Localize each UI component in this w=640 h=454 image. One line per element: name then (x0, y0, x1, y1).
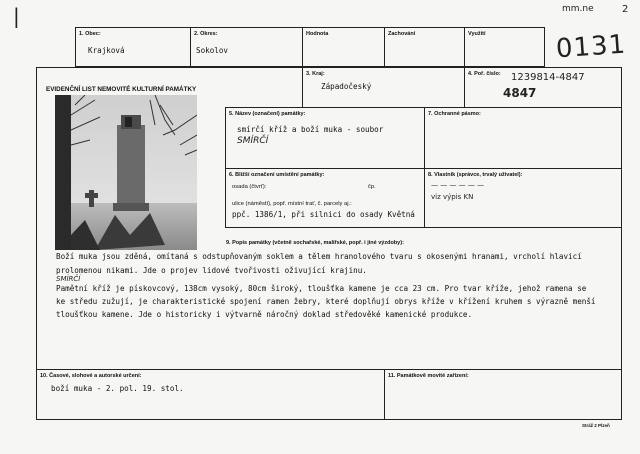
ulice-value: ppč. 1386/1, při silnici do osady Květná (232, 210, 415, 219)
obec-label: 1. Obec: (79, 31, 101, 37)
popis-line-2: prolomenou nikami. Jde o projev lidové tvořivosti oživující krajinu. (56, 266, 367, 275)
vyuziti-box (464, 27, 545, 67)
shrine-photo-image (55, 95, 197, 250)
kraj-value: Západočeský (321, 82, 372, 91)
por-cislo-handwritten-top: 1239814-4847 (511, 72, 585, 83)
ochranne-label: 7. Ochranné pásmo: (428, 111, 481, 117)
nazev-value: smírčí kříž a boží muka - soubor (237, 125, 384, 134)
printer-footer: Stráž 2 Plzeň (582, 423, 610, 428)
sheet-title: EVIDENČNÍ LIST NEMOVITÉ KULTURNÍ PAMÁTKY (46, 86, 197, 93)
record-number: 0131 (555, 29, 628, 65)
vlastnik-handwritten-2: viz výpis KN (431, 193, 474, 201)
osada-label: osada (čtvrť): (232, 184, 267, 190)
okres-value: Sokolov (196, 46, 229, 55)
popis-line-1: Boží muka jsou zděná, omítaná s odstupňovaným soklem a tělem hranolového tvaru s okosenými hranami, vrcholí hlavicí (56, 252, 582, 261)
corner-note-2: 2 (622, 4, 629, 15)
popis-handwritten: SMÍRČÍ (56, 275, 81, 283)
nazev-label: 5. Název (označení) památky: (229, 111, 306, 117)
popis-line-4: ke středu zužují, je charakteristické spojení ramen žebry, které doplňují obrys kříže v křížení kruhem s výrazně menší (56, 297, 596, 306)
casove-value: boží muka - 2. pol. 19. stol. (51, 384, 184, 393)
hodnota-label: Hodnota (306, 31, 329, 37)
kraj-box (302, 67, 465, 108)
hodnota-box (302, 27, 385, 67)
umisteni-box (225, 168, 425, 228)
okres-box (190, 27, 303, 67)
ochranne-box (424, 107, 622, 169)
vlastnik-box (424, 168, 622, 228)
zachovani-box (384, 27, 465, 67)
obec-box (75, 27, 191, 67)
obec-value: Krajková (88, 46, 125, 55)
margin-mark: | (13, 4, 20, 28)
popis-label: 9. Popis památky (včetně sochařské, malířské, popř. i jiné výzdoby): (226, 240, 404, 246)
corner-note: mm.ne (562, 4, 594, 14)
ulice-label: ulice (náměstí), popř. místní trať, č. parcely aj.: (232, 201, 352, 207)
vyuziti-label: Využití (468, 31, 486, 37)
vlastnik-label: 8. Vlastník (správce, trvalý uživatel): (428, 172, 523, 178)
por-cislo-box (464, 67, 622, 108)
popis-line-5: tloušťkou kamene. Jde o historicky i výtvarně náročný doklad středověké kamenické produkce. (56, 310, 473, 319)
por-cislo-handwritten: 4847 (503, 86, 537, 100)
monument-photo (55, 95, 197, 250)
zachovani-label: Zachování (388, 31, 416, 37)
casove-label: 10. Časové, slohové a autorské určení: (40, 373, 142, 379)
umisteni-label: 6. Bližší označení umístění památky: (229, 172, 325, 178)
vlastnik-handwritten-1: — — — — — — (431, 181, 485, 189)
casove-box (36, 369, 385, 420)
kraj-label: 3. Kraj: (306, 71, 325, 77)
popis-line-3: Pamětní kříž je pískovcový, 138cm vysoký, 80cm široký, tloušťka kamene je cca 23 cm. Pro tvar kříže, jehož ramena se (56, 284, 587, 293)
cp-label: čp. (368, 184, 376, 190)
movite-box (384, 369, 622, 420)
nazev-handwritten: SMÍRČÍ (237, 136, 269, 146)
movite-label: 11. Památkově movité zařízení: (388, 373, 469, 379)
okres-label: 2. Okres: (194, 31, 218, 37)
nazev-box (225, 107, 425, 169)
por-cislo-label: 4. Poř. číslo: (468, 71, 501, 77)
